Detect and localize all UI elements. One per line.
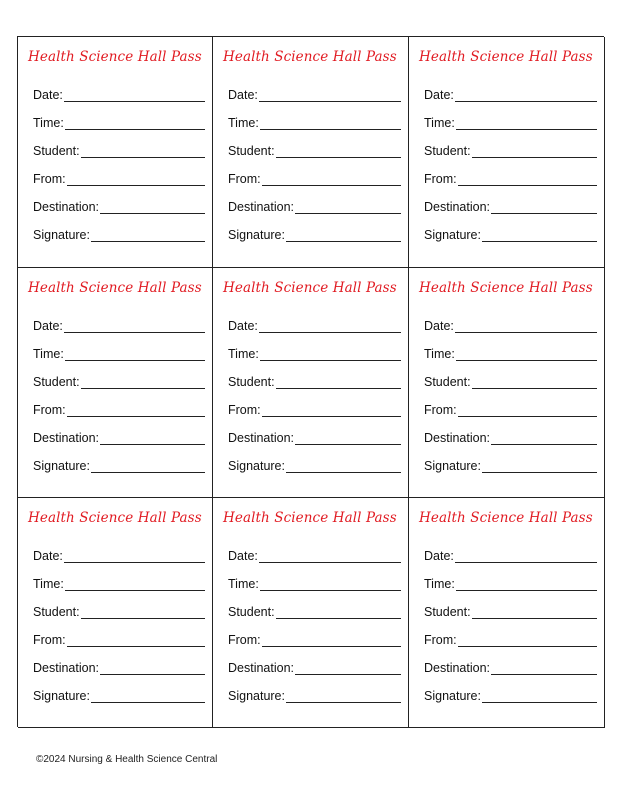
pass-title: Health Science Hall Pass xyxy=(419,510,593,526)
field-label: From: xyxy=(33,633,66,647)
write-line xyxy=(455,549,597,563)
write-line xyxy=(64,549,205,563)
time-field[interactable] xyxy=(228,114,401,130)
field-label: Signature: xyxy=(228,459,285,473)
write-line xyxy=(81,375,205,389)
field-label: Time: xyxy=(228,116,259,130)
field-label: Student: xyxy=(424,605,471,619)
field-label: Date: xyxy=(424,319,454,333)
write-line xyxy=(262,403,401,417)
field-label: Student: xyxy=(424,375,471,389)
hall-pass-card xyxy=(213,268,409,498)
field-label: From: xyxy=(33,172,66,186)
field-label: Student: xyxy=(33,375,80,389)
time-field[interactable] xyxy=(228,345,401,361)
field-label: Student: xyxy=(424,144,471,158)
field-label: Student: xyxy=(228,375,275,389)
field-label: Student: xyxy=(228,605,275,619)
field-label: Destination: xyxy=(33,661,100,675)
write-line xyxy=(472,144,597,158)
field-label: Destination: xyxy=(424,431,491,445)
hall-pass-card xyxy=(409,268,605,498)
signature-field[interactable] xyxy=(228,457,401,473)
write-line xyxy=(259,88,401,102)
field-label: From: xyxy=(228,633,261,647)
date-field[interactable] xyxy=(228,317,401,333)
signature-field[interactable] xyxy=(33,457,205,473)
write-line xyxy=(456,347,597,361)
field-label: From: xyxy=(33,403,66,417)
hall-pass-card xyxy=(18,37,213,268)
field-label: Time: xyxy=(33,347,64,361)
write-line xyxy=(65,347,205,361)
pass-title: Health Science Hall Pass xyxy=(28,280,202,296)
field-label: Destination: xyxy=(424,200,491,214)
field-label: Signature: xyxy=(228,228,285,242)
write-line xyxy=(65,577,205,591)
write-line xyxy=(260,577,401,591)
signature-field[interactable] xyxy=(33,687,205,703)
signature-field[interactable] xyxy=(424,457,597,473)
write-line xyxy=(472,375,597,389)
write-line xyxy=(67,172,205,186)
write-line xyxy=(259,549,401,563)
write-line xyxy=(491,200,597,214)
field-label: Time: xyxy=(228,577,259,591)
field-label: Student: xyxy=(33,605,80,619)
field-label: From: xyxy=(228,403,261,417)
copyright-footer: ©2024 Nursing & Health Science Central xyxy=(36,754,218,765)
field-label: Time: xyxy=(424,577,455,591)
write-line xyxy=(100,200,205,214)
field-label: Date: xyxy=(228,88,258,102)
student-field[interactable] xyxy=(424,603,597,619)
from-field[interactable] xyxy=(228,631,401,647)
time-field[interactable] xyxy=(424,575,597,591)
student-field[interactable] xyxy=(33,373,205,389)
hall-pass-card xyxy=(409,37,605,268)
hall-pass-card xyxy=(18,268,213,498)
pass-title: Health Science Hall Pass xyxy=(28,49,202,65)
field-label: Signature: xyxy=(228,689,285,703)
from-field[interactable] xyxy=(33,631,205,647)
student-field[interactable] xyxy=(33,603,205,619)
destination-field[interactable] xyxy=(424,659,597,675)
write-line xyxy=(458,403,597,417)
field-label: Destination: xyxy=(228,200,295,214)
write-line xyxy=(455,88,597,102)
field-label: Date: xyxy=(228,319,258,333)
field-label: Signature: xyxy=(33,689,90,703)
write-line xyxy=(276,605,401,619)
write-line xyxy=(286,459,401,473)
field-label: From: xyxy=(228,172,261,186)
field-label: Date: xyxy=(33,319,63,333)
field-label: Date: xyxy=(228,549,258,563)
field-label: Time: xyxy=(33,577,64,591)
time-field[interactable] xyxy=(228,575,401,591)
write-line xyxy=(295,200,401,214)
time-field[interactable] xyxy=(33,114,205,130)
field-label: Student: xyxy=(228,144,275,158)
date-field[interactable] xyxy=(33,547,205,563)
write-line xyxy=(91,459,205,473)
field-label: From: xyxy=(424,633,457,647)
field-label: Student: xyxy=(33,144,80,158)
write-line xyxy=(491,661,597,675)
field-label: Date: xyxy=(424,88,454,102)
pass-title: Health Science Hall Pass xyxy=(223,280,397,296)
field-label: Signature: xyxy=(424,459,481,473)
write-line xyxy=(276,144,401,158)
hall-pass-sheet xyxy=(17,36,604,727)
field-label: Signature: xyxy=(424,689,481,703)
destination-field[interactable] xyxy=(33,429,205,445)
write-line xyxy=(286,689,401,703)
signature-field[interactable] xyxy=(33,226,205,242)
field-label: Date: xyxy=(424,549,454,563)
field-label: Destination: xyxy=(33,200,100,214)
student-field[interactable] xyxy=(228,373,401,389)
write-line xyxy=(456,116,597,130)
write-line xyxy=(81,144,205,158)
field-label: Time: xyxy=(228,347,259,361)
student-field[interactable] xyxy=(228,603,401,619)
write-line xyxy=(67,403,205,417)
pass-title: Health Science Hall Pass xyxy=(28,510,202,526)
student-field[interactable] xyxy=(228,142,401,158)
write-line xyxy=(458,633,597,647)
write-line xyxy=(276,375,401,389)
write-line xyxy=(100,431,205,445)
date-field[interactable] xyxy=(228,86,401,102)
field-label: Time: xyxy=(33,116,64,130)
write-line xyxy=(262,633,401,647)
destination-field[interactable] xyxy=(228,198,401,214)
hall-pass-card xyxy=(409,498,605,728)
destination-field[interactable] xyxy=(33,198,205,214)
write-line xyxy=(91,689,205,703)
write-line xyxy=(295,661,401,675)
from-field[interactable] xyxy=(424,170,597,186)
write-line xyxy=(455,319,597,333)
write-line xyxy=(491,431,597,445)
write-line xyxy=(64,319,205,333)
field-label: Time: xyxy=(424,347,455,361)
field-label: Signature: xyxy=(424,228,481,242)
signature-field[interactable] xyxy=(424,226,597,242)
destination-field[interactable] xyxy=(424,429,597,445)
write-line xyxy=(260,116,401,130)
from-field[interactable] xyxy=(228,170,401,186)
field-label: Date: xyxy=(33,549,63,563)
write-line xyxy=(458,172,597,186)
signature-field[interactable] xyxy=(228,226,401,242)
date-field[interactable] xyxy=(228,547,401,563)
time-field[interactable] xyxy=(424,345,597,361)
date-field[interactable] xyxy=(33,317,205,333)
pass-title: Health Science Hall Pass xyxy=(223,49,397,65)
student-field[interactable] xyxy=(424,373,597,389)
from-field[interactable] xyxy=(33,401,205,417)
write-line xyxy=(100,661,205,675)
date-field[interactable] xyxy=(33,86,205,102)
write-line xyxy=(64,88,205,102)
hall-pass-card xyxy=(213,498,409,728)
from-field[interactable] xyxy=(33,170,205,186)
field-label: Destination: xyxy=(228,661,295,675)
signature-field[interactable] xyxy=(228,687,401,703)
field-label: Signature: xyxy=(33,228,90,242)
field-label: Destination: xyxy=(33,431,100,445)
destination-field[interactable] xyxy=(228,429,401,445)
field-label: Destination: xyxy=(228,431,295,445)
write-line xyxy=(295,431,401,445)
write-line xyxy=(262,172,401,186)
field-label: From: xyxy=(424,403,457,417)
destination-field[interactable] xyxy=(424,198,597,214)
write-line xyxy=(260,347,401,361)
field-label: Date: xyxy=(33,88,63,102)
write-line xyxy=(482,228,597,242)
write-line xyxy=(67,633,205,647)
time-field[interactable] xyxy=(33,575,205,591)
hall-pass-card xyxy=(213,37,409,268)
write-line xyxy=(286,228,401,242)
write-line xyxy=(81,605,205,619)
hall-pass-card xyxy=(18,498,213,728)
student-field[interactable] xyxy=(33,142,205,158)
field-label: Destination: xyxy=(424,661,491,675)
time-field[interactable] xyxy=(33,345,205,361)
write-line xyxy=(65,116,205,130)
from-field[interactable] xyxy=(228,401,401,417)
date-field[interactable] xyxy=(424,317,597,333)
pass-title: Health Science Hall Pass xyxy=(419,49,593,65)
destination-field[interactable] xyxy=(33,659,205,675)
time-field[interactable] xyxy=(424,114,597,130)
signature-field[interactable] xyxy=(424,687,597,703)
date-field[interactable] xyxy=(424,547,597,563)
field-label: From: xyxy=(424,172,457,186)
write-line xyxy=(482,459,597,473)
write-line xyxy=(482,689,597,703)
from-field[interactable] xyxy=(424,631,597,647)
write-line xyxy=(91,228,205,242)
write-line xyxy=(472,605,597,619)
write-line xyxy=(259,319,401,333)
pass-title: Health Science Hall Pass xyxy=(223,510,397,526)
field-label: Signature: xyxy=(33,459,90,473)
student-field[interactable] xyxy=(424,142,597,158)
field-label: Time: xyxy=(424,116,455,130)
from-field[interactable] xyxy=(424,401,597,417)
destination-field[interactable] xyxy=(228,659,401,675)
pass-title: Health Science Hall Pass xyxy=(419,280,593,296)
write-line xyxy=(456,577,597,591)
date-field[interactable] xyxy=(424,86,597,102)
